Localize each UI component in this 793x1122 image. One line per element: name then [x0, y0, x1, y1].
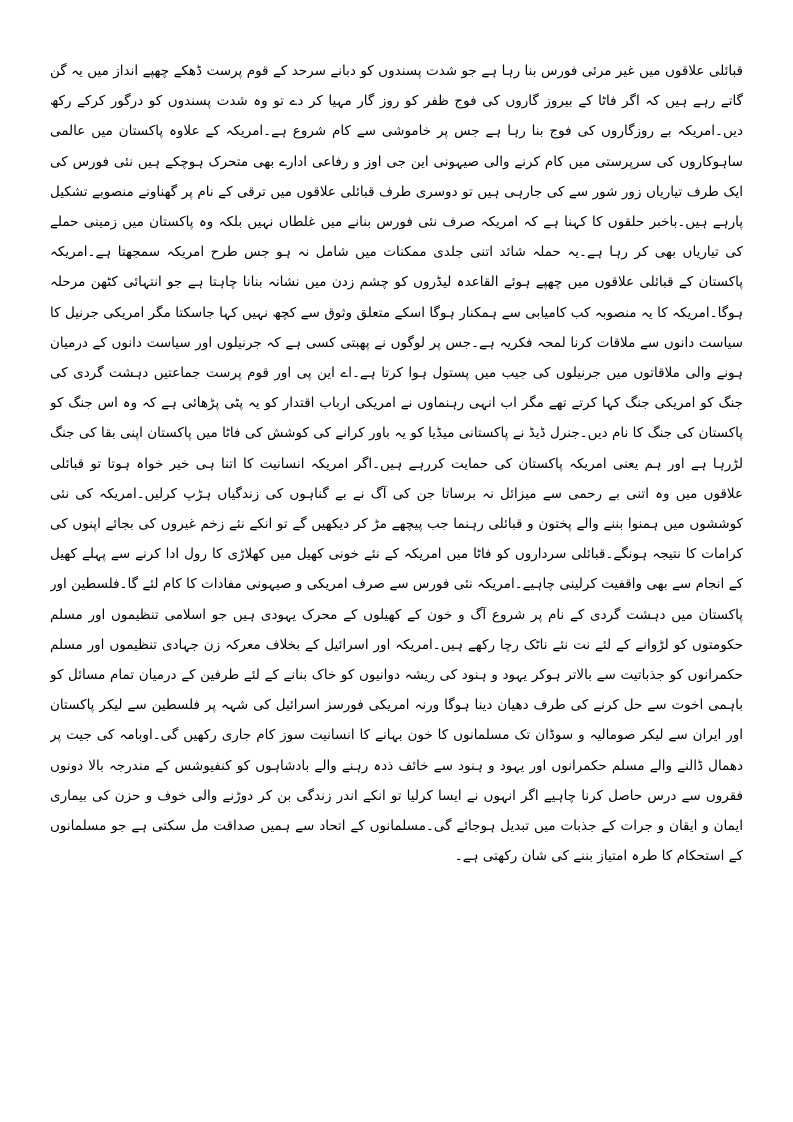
document-page	[50, 56, 743, 1056]
body-paragraph: قبائلی علاقوں میں غیر مرئی فورس بنا رہا ہے جو شدت پسندوں کو دبانے سرحد کے قوم پرست ڈھکے چھپے انداز میں یہ گن گاتے رہے ہیں کہ اگر فاٹا کے بیروز گاروں کی فوج ظفر کو روز گار مہیا کر دے تو وہ شدت پسندوں کو درگور کرکے رکھ دیں۔امریکہ بے روزگاروں کی فوج بنا رہا ہے جس پر خاموشی سے کام شروع ہے۔امریکہ کے علاوہ پاکستان میں عالمی ساہوکاروں کی سرپرستی میں کام کرنے والی صیہونی این جی اوز و رفاعی ادارے بھی متحرک ہوچکے ہیں نئی فورس کی ایک طرف تیاریاں زور شور سے کی جارہی ہیں تو دوسری طرف قبائلی علاقوں میں ترقی کے نام پر گھناونے منصوبے تشکیل پارہے ہیں۔باخبر حلقوں کا کہنا ہے کہ امریکہ صرف نئی فورس بنانے میں غلطاں نہیں بلکہ وہ پاکستان میں زمینی حملے کی تیاریاں بھی کر رہا ہے۔یہ حملہ شائد اتنی جلدی ممکنات میں شامل نہ ہو جس طرح امریکہ سمجھتا ہے۔امریکہ پاکستان کے قبائلی علاقوں میں چھپے ہوئے القاعدہ لیڈروں کو چشم زدن میں نشانہ بنانا چاہتا ہے جو انتہائی کٹھن مرحلہ ہوگا۔امریکہ کا یہ منصوبہ کب کامیابی سے ہمکنار ہوگا اسکے متعلق وثوق سے کچھ نہیں کہا جاسکتا مگر امریکی جرنیل کا سیاست دانوں سے ملاقات کرنا لمحہ فکریہ ہے۔جس پر لوگوں نے پھبتی کسی ہے کہ جرنیلوں اور سیاست دانوں کے درمیان ہونے والی ملاقاتوں میں جرنیلوں کی جیب میں پستول ہوا کرتا ہے۔اے این پی اور قوم پرست جماعتیں دہشت گردی کی جنگ کو امریکی جنگ کہا کرتے تھے مگر اب انہی رہنماوں نے امریکی ارباب اقتدار کو یہ پٹی پڑھائی ہے کہ وہ اس جنگ کو پاکستان کی جنگ کا نام دیں۔جنرل ڈیڈ نے پاکستانی میڈیا کو یہ باور کرانے کی کوشش کی فاٹا میں پاکستان اپنی بقا کی جنگ لڑرہا ہے اور ہم یعنی امریکہ پاکستان کی حمایت کررہے ہیں۔اگر امریکہ انسانیت کا اتنا ہی خیر خواہ ہوتا تو قبائلی علاقوں میں وہ اتنی بے رحمی سے میزائل نہ برساتا جن کی آگ نے بے گناہوں کی زندگیاں ہڑپ کرلیں۔امریکہ کی نئی کوششوں میں ہمنوا بننے والے پختون و قبائلی رہنما جب پیچھے مڑ کر دیکھیں گے تو انکے نئے زخم غیروں کی بجائے اپنوں کی کرامات کا نتیجہ ہونگے۔قبائلی سرداروں کو فاٹا میں امریکہ کے نئے خونی کھیل میں کھلاڑی کا رول ادا کرنے سے پہلے کھیل کے انجام سے بھی واقفیت کرلینی چاہیے۔امریکہ نئی فورس سے صرف امریکی و صیہونی مفادات کا کام لئے گا۔فلسطین اور پاکستان میں دہشت گردی کے نام پر شروع آگ و خون کے کھیلوں کے محرک یہودی ہیں جو اسلامی تنظیموں اور مسلم حکومتوں کو لڑوانے کے لئے نت نئے ناٹک رچا رکھے ہیں۔امریکہ اور اسرائیل کے بخلاف معرکہ زن جہادی تنظیموں اور مسلم حکمرانوں کو جذباتیت سے بالاتر ہوکر یہود و ہنود کی ریشہ دوانیوں کو خاک بنانے کے لئے طرفین کے درمیان تمام مسائل کو باہمی اخوت سے حل کرنے کی طرف دھیان دینا ہوگا ورنہ امریکی فورسز اسرائیل کی شہہ پر فلسطین سے لیکر پاکستان اور ایران سے لیکر صومالیہ و سوڈان تک مسلمانوں کا خون بہانے کا انسانیت سوز کام جاری رکھیں گی۔اوبامہ کی جیت پر دھمال ڈالنے والے مسلم حکمرانوں اور یہود و ہنود سے خائف ذدہ رہنے والے بادشاہوں کو کنفیوشس کے مندرجہ بالا دونوں فقروں سے درس حاصل کرنا چاہیے اگر انہوں نے ایسا کرلیا تو انکے اندر زندگی بن کر دوڑنے والی خوف و حزن کی بیماری ایمان و ایقان و جرات کے جذبات میں تبدیل ہوجائے گی۔مسلمانوں کے اتحاد سے ہمیں صداقت مل سکتی ہے جو مسلمانوں کے استحکام کا طرہ امتیاز بننے کی شان رکھتی ہے۔	[50, 63, 743, 865]
